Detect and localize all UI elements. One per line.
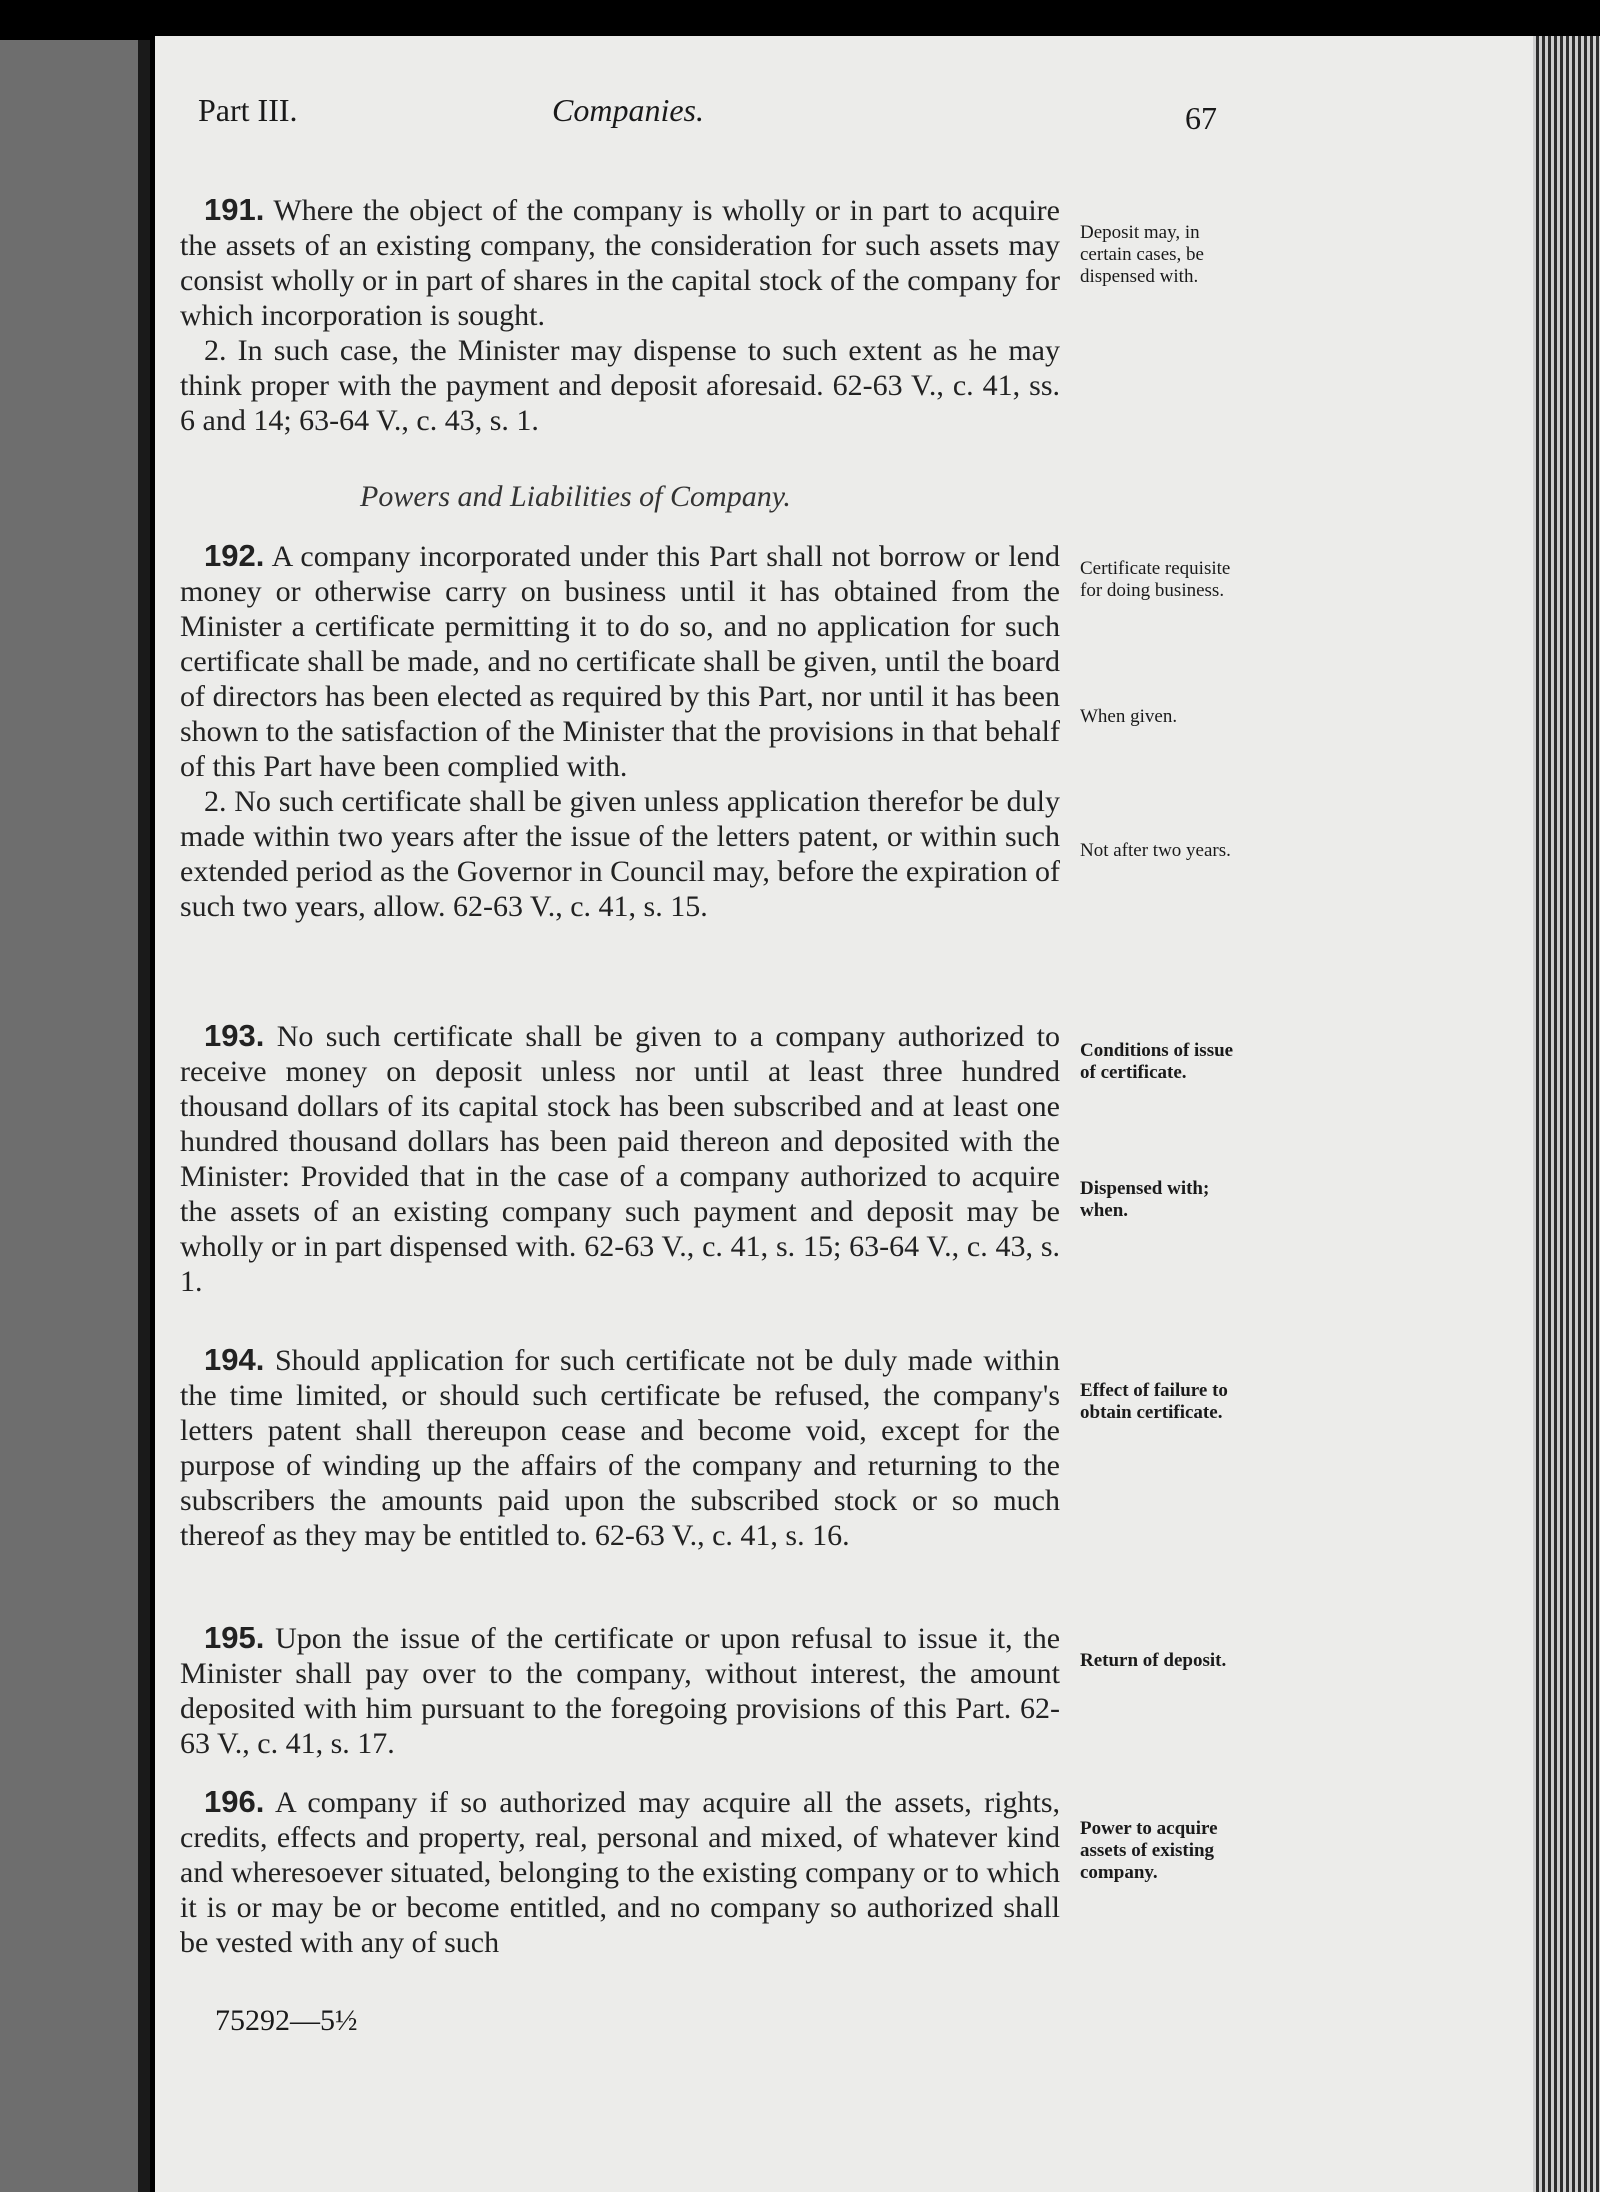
running-header-title: Companies.	[552, 92, 704, 128]
subsection-text: 2. No such certificate shall be given unless application therefor be duly made within two years after the issue of the letters patent, or within such extended period as the Governor in Council may, before the expiration of such two years, allow. 62-63 V., c. 41, s. 15.	[180, 785, 1060, 923]
margin-note: Effect of failure to obtain certificate.	[1080, 1380, 1228, 1423]
section-196	[180, 1784, 1060, 1960]
section-text: Upon the issue of the certificate or upon refusal to issue it, the Minister shall pay over to the company, without interest, the amount deposited with him pursuant to the foregoing provisions of this Part. 62-63 V., c. 41, s. 17.	[180, 1622, 1061, 1760]
subsection-text: 2. In such case, the Minister may dispense to such extent as he may think proper with the payment and deposit aforesaid. 62-63 V., c. 41, ss. 6 and 14; 63-64 V., c. 43, s. 1.	[180, 334, 1060, 437]
section-text: A company incorporated under this Part shall not borrow or lend money or otherwise carry on business until it has obtained from the Minister a certificate permitting it to do so, and no application for such certificate shall be made, and no certificate shall be given, until the board of directors has been elected as required by this Part, nor until it has been shown to the satisfaction of the Minister that the provisions in that behalf of this Part have been complied with.	[180, 540, 1060, 783]
section-number: 196.	[204, 1784, 265, 1819]
section-191	[180, 192, 1060, 438]
section-number: 192.	[204, 538, 265, 573]
margin-note: Certificate requisite for doing business.	[1080, 558, 1231, 601]
section-193	[180, 1018, 1060, 1299]
section-number: 191.	[204, 192, 265, 227]
section-heading: Powers and Liabilities of Company.	[360, 480, 791, 513]
section-number: 195.	[204, 1620, 265, 1655]
section-192	[180, 538, 1060, 924]
page-number: 67	[1185, 100, 1217, 136]
section-text: A company if so authorized may acquire all the assets, rights, credits, effects and property, real, personal and mixed, of whatever kind and wheresoever situated, belonging to the existing company or to which it is or may be or become entitled, and no company so authorized shall be vested with any of such	[180, 1786, 1060, 1959]
section-194	[180, 1342, 1060, 1553]
margin-note: Dispensed with; when.	[1080, 1178, 1210, 1221]
section-195	[180, 1620, 1060, 1761]
margin-note: When given.	[1080, 706, 1178, 727]
section-text: No such certificate shall be given to a company authorized to receive money on deposit unless nor until at least three hundred thousand dollars of its capital stock has been subscribed and at least one hundred thousand dollars has been paid thereon and deposited with the Minister: Provided that in the case of a company authorized to acquire the assets of an existing company such payment and deposit may be wholly or in part dispensed with. 62-63 V., c. 41, s. 15; 63-64 V., c. 43, s. 1.	[180, 1020, 1060, 1298]
margin-note: Power to acquire assets of existing company.	[1080, 1818, 1218, 1883]
section-text: Should application for such certificate not be duly made within the time limited, or should such certificate be refused, the company's letters patent shall thereupon cease and become void, except for the purpose of winding up the affairs of the company and returning to the subscribers the amounts paid upon the subscribed stock or so much thereof as they may be entitled to. 62-63 V., c. 41, s. 16.	[180, 1344, 1061, 1552]
section-number: 193.	[204, 1018, 265, 1053]
book-gutter	[138, 40, 150, 2192]
running-header-part: Part III.	[198, 92, 298, 128]
page-stack-edge	[1533, 36, 1600, 2192]
margin-note: Deposit may, in certain cases, be dispensed with.	[1080, 222, 1204, 287]
section-text: Where the object of the company is wholly or in part to acquire the assets of an existing company, the consideration for such assets may consist wholly or in part of shares in the capital stock of the company for which incorporation is sought.	[180, 194, 1060, 332]
facing-page-edge	[0, 40, 150, 2192]
margin-note: Return of deposit.	[1080, 1650, 1227, 1671]
section-number: 194.	[204, 1342, 265, 1377]
printer-signature: 75292—5½	[215, 2004, 358, 2037]
margin-note: Conditions of issue of certificate.	[1080, 1040, 1234, 1083]
margin-note: Not after two years.	[1080, 840, 1231, 861]
